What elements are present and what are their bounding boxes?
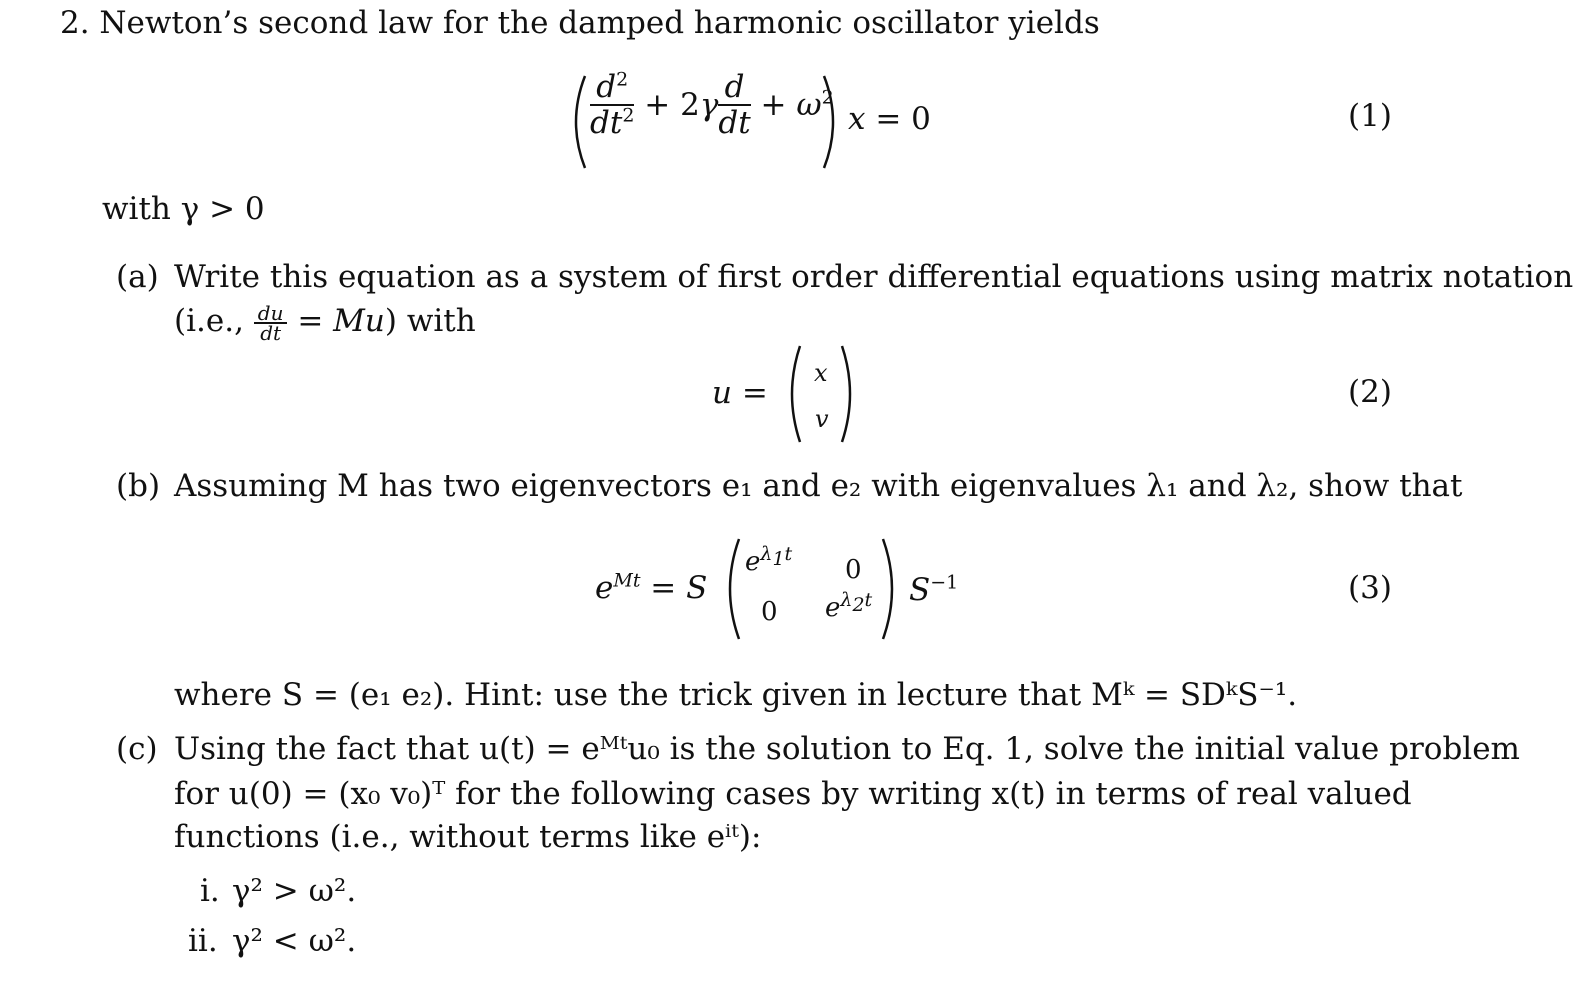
- part-c-line1: Using the fact that u(t) = eᴹᵗu₀ is the solution to Eq. 1, solve the initial value problem: [174, 731, 1520, 767]
- part-a-line2: (i.e., $\frac{du}{dt}$ = Mu) with: [174, 300, 476, 345]
- equation-1: $\frac{d^2}{dt^2}$ + 2γ $\frac{d}{dt}$ + $\omega^2$ x = 0: [565, 70, 965, 170]
- part-a-line2-prefix: (i.e.,: [174, 303, 244, 339]
- part-c-line3: functions (i.e., without terms like eⁱᵗ):: [174, 819, 762, 855]
- equation-2-number: (2): [1348, 374, 1392, 410]
- part-c-line2: for u(0) = (x₀ v₀)ᵀ for the following cases by writing x(t) in terms of real valued: [174, 776, 1412, 812]
- part-b-text: Assuming M has two eigenvectors e₁ and e₂ with eigenvalues λ₁ and λ₂, show that: [174, 468, 1463, 504]
- equation-2: u = x v: [712, 340, 872, 450]
- part-b-label: (b): [116, 468, 161, 504]
- equation-3: $e^{Mt} = S$ $e^{\lambda_1t}$ 0 0 $e^{\lambda_2t}$ $S^{-1}$: [595, 535, 975, 645]
- part-a-line1: Write this equation as a system of first order differential equations using matrix notation: [174, 259, 1574, 295]
- case-ii-text: γ² < ω².: [232, 923, 357, 959]
- left-paren: [565, 74, 589, 170]
- case-i-label: i.: [200, 873, 220, 909]
- part-b-hint: where S = (e₁ e₂). Hint: use the trick given in lecture that Mᵏ = SDᵏS⁻¹.: [174, 677, 1298, 713]
- part-a-label: (a): [116, 259, 159, 295]
- part-a-line2-suffix: with: [406, 303, 476, 339]
- part-c-label: (c): [116, 731, 158, 767]
- condition-text: with γ > 0: [102, 191, 265, 227]
- equation-3-number: (3): [1348, 570, 1392, 606]
- case-ii-label: ii.: [188, 923, 218, 959]
- problem-heading: 2. Newton’s second law for the damped harmonic oscillator yields: [60, 5, 1100, 41]
- case-i-text: γ² > ω².: [232, 873, 357, 909]
- equation-1-number: (1): [1348, 98, 1392, 134]
- right-paren: [820, 74, 844, 170]
